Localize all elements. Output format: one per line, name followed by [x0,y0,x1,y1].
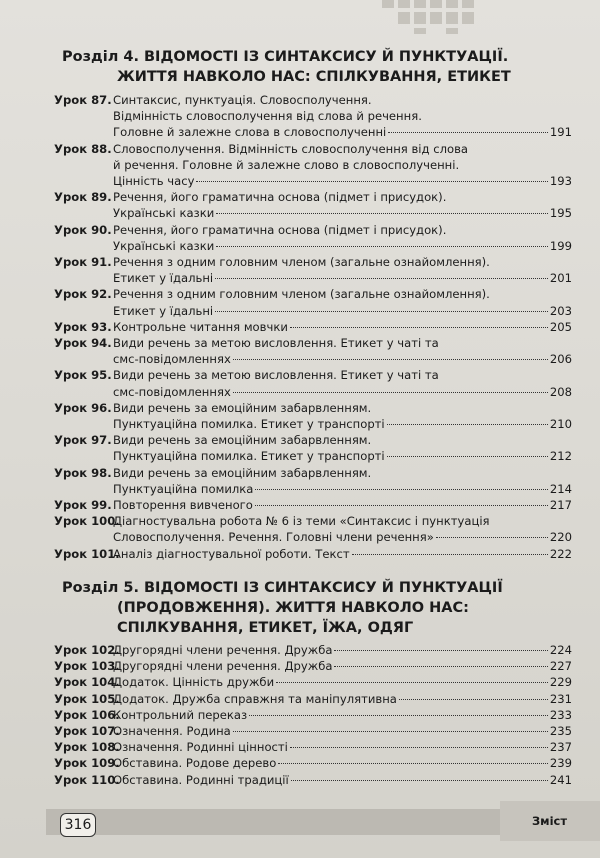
lesson-title-line: Відмінність словосполучення від слова й речення. [113,109,422,124]
lesson-title [113,723,572,739]
dot-leader [352,554,548,555]
lesson-title-line: Словосполучення. Відмінність словосполучення від слова [113,141,469,156]
lesson-page-number: 208 [549,384,572,399]
lesson-title-line: Речення з одним головним членом (загальне ознайомлення). [113,287,490,302]
dot-leader [290,747,548,748]
toc-entry[interactable] [54,497,572,513]
toc-entry[interactable] [54,707,572,723]
toc-entry[interactable] [54,141,572,190]
toc-entry[interactable] [54,658,572,674]
lesson-title-line [113,707,572,723]
lesson-title-text: Додаток. Дружба справжня та маніпулятивна [113,691,397,706]
lesson-title-line: й речення. Головне й залежне слово в словосполученні. [113,157,460,172]
dot-leader [255,489,547,490]
lesson-page-number: 217 [549,498,572,513]
lesson-title-line [113,642,572,658]
lesson-title [113,367,572,399]
toc-entry[interactable] [54,755,572,771]
section-5-title-line1: Розділ 5. ВІДОМОСТІ ІЗ СИНТАКСИСУ Й ПУНКТУАЦІЇ [62,580,503,596]
lesson-title [113,497,572,513]
lesson-title-text: Контрольне читання мовчки [113,319,288,334]
toc-entry[interactable] [54,189,572,221]
lesson-title-line [113,529,572,545]
lesson-title [113,141,572,190]
lesson-title [113,513,572,545]
lesson-title-line [113,270,572,286]
lesson-title-line [113,205,572,221]
lesson-title-line: Діагностувальна робота № 6 із теми «Синтаксис і пунктуація [113,514,490,529]
lesson-label: Урок 91. [54,255,112,270]
lesson-page-number: 210 [549,417,572,432]
lesson-title-text: Пунктуаційна помилка. Етикет у транспорті [113,417,385,432]
lesson-title-line [113,739,572,755]
dot-leader [249,715,548,716]
lesson-title [113,254,572,286]
toc-entry[interactable] [54,772,572,788]
dot-leader [216,246,548,247]
lesson-title-text: Повторення вивченого [113,498,253,513]
lesson-page-number: 191 [549,125,572,140]
lesson-title-text: смс-повідомленнях [113,352,231,367]
lesson-title-text: Пунктуаційна помилка. Етикет у транспорті [113,449,385,464]
toc-entry[interactable] [54,465,572,497]
lesson-title-line: Речення, його граматична основа (підмет і присудок). [113,190,447,205]
lesson-title [113,658,572,674]
lesson-label: Урок 97. [54,433,112,448]
lesson-label: Урок 108. [54,740,120,755]
dot-leader [255,505,548,506]
lesson-title-text: Аналіз діагностувальної роботи. Текст [113,546,350,561]
lesson-label: Урок 100. [54,514,120,529]
toc-entry[interactable] [54,739,572,755]
lesson-title [113,691,572,707]
lesson-label: Урок 104. [54,675,120,690]
lesson-page-number: 201 [549,271,572,286]
lesson-title-text: Словосполучення. Речення. Головні члени речення» [113,530,434,545]
lesson-title-line [113,658,572,674]
lesson-title [113,755,572,771]
lesson-page-number: 195 [549,206,572,221]
lesson-label: Урок 107. [54,724,120,739]
lesson-page-number: 237 [549,740,572,755]
lesson-title-line [113,238,572,254]
lesson-page-number: 229 [549,675,572,690]
dot-leader [388,132,548,133]
lesson-title [113,189,572,221]
lesson-title-line [113,303,572,319]
dot-leader [233,359,548,360]
toc-entry[interactable] [54,286,572,318]
lesson-title-text: Українські казки [113,206,215,221]
lesson-page-number: 231 [549,691,572,706]
lesson-label: Урок 103. [54,659,120,674]
toc-entry[interactable] [54,400,572,432]
lesson-title [113,286,572,318]
lesson-title-text: Обставина. Родинні традиції [113,772,289,787]
lesson-page-number: 235 [549,724,572,739]
section-5-lesson-list [54,642,572,788]
lesson-title-line: Види речень за метою висловлення. Етикет у чаті та [113,336,439,351]
toc-entry[interactable] [54,335,572,367]
toc-entry[interactable] [54,546,572,562]
lesson-page-number: 206 [549,352,572,367]
lesson-title-line: Види речень за емоційним забарвленням. [113,465,372,480]
lesson-label: Урок 110. [54,772,120,787]
lesson-title-line [113,772,572,788]
lesson-label: Урок 87. [54,93,112,107]
dot-leader [233,731,548,732]
lesson-title [113,400,572,432]
dot-leader [399,699,548,700]
lesson-label: Урок 90. [54,222,112,237]
lesson-title-line [113,546,572,562]
dot-leader [334,666,547,667]
dot-leader [436,537,548,538]
lesson-title-text: Додаток. Цінність дружби [113,675,275,690]
lesson-label: Урок 89. [54,190,112,205]
dot-leader [291,780,548,781]
lesson-title-line [113,497,572,513]
dot-leader [233,392,548,393]
dot-leader [387,424,548,425]
lesson-title-text: Означення. Родина [113,724,231,739]
lesson-page-number: 220 [549,530,572,545]
toc-entry[interactable] [54,432,572,464]
lesson-title-line: Види речень за емоційним забарвленням. [113,400,372,415]
toc-entry[interactable] [54,691,572,707]
lesson-title [113,92,572,141]
lesson-title-line [113,416,572,432]
lesson-title [113,674,572,690]
toc-entry[interactable] [54,319,572,335]
toc-entry[interactable] [54,222,572,254]
lesson-title-text: Українські казки [113,238,215,253]
dot-leader [215,311,548,312]
lesson-page-number: 199 [549,238,572,253]
lesson-page-number: 227 [549,659,572,674]
lesson-title [113,432,572,464]
lesson-title [113,707,572,723]
dot-leader [196,181,547,182]
dot-leader [387,456,548,457]
dot-leader [216,213,548,214]
lesson-title-text: Пунктуаційна помилка [113,481,254,496]
toc-entry[interactable] [54,513,572,545]
lesson-title-text: Обставина. Родове дерево [113,756,277,771]
lesson-title-line: Види речень за емоційним забарвленням. [113,433,372,448]
lesson-title-line [113,319,572,335]
lesson-label: Урок 93. [54,319,112,334]
lesson-title-line: Речення, його граматична основа (підмет і присудок). [113,222,447,237]
lesson-title-line [113,755,572,771]
lesson-title-line [113,173,572,189]
lesson-label: Урок 102. [54,643,120,657]
page-number: 316 [60,813,96,837]
lesson-title-line: Види речень за метою висловлення. Етикет у чаті та [113,368,439,383]
lesson-title-line: Синтаксис, пунктуація. Словосполучення. [113,93,372,107]
lesson-title-line [113,674,572,690]
lesson-page-number: 212 [549,449,572,464]
lesson-title-text: Цінність часу [113,174,195,189]
lesson-title [113,739,572,755]
dot-leader [215,278,548,279]
lesson-label: Урок 106. [54,707,120,722]
lesson-title-text: Другорядні члени речення. Дружба [113,659,333,674]
toc-entry[interactable] [54,642,572,658]
lesson-label: Урок 88. [54,141,112,156]
lesson-title [113,319,572,335]
section-5-title [62,578,560,638]
lesson-label: Урок 99. [54,498,112,513]
toc-entry[interactable] [54,723,572,739]
lesson-label: Урок 94. [54,336,112,351]
lesson-page-number: 214 [549,481,572,496]
lesson-label: Урок 98. [54,465,112,480]
lesson-title [113,546,572,562]
lesson-label: Урок 92. [54,287,112,302]
lesson-page-number: 203 [549,303,572,318]
lesson-title-text: Головне й залежне слова в словосполученні [113,125,387,140]
lesson-page-number: 224 [549,643,572,657]
lesson-title [113,642,572,658]
lesson-label: Урок 95. [54,368,112,383]
lesson-page-number: 241 [549,772,572,787]
section-4-title-line1: Розділ 4. ВІДОМОСТІ ІЗ СИНТАКСИСУ Й ПУНКТУАЦІЇ. [62,49,509,65]
section-5-title-line2: (ПРОДОВЖЕННЯ). ЖИТТЯ НАВКОЛО НАС: [117,600,469,616]
section-5-title-line3: СПІЛКУВАННЯ, ЕТИКЕТ, ЇЖА, ОДЯГ [117,620,414,636]
lesson-title-line: Речення з одним головним членом (загальне ознайомлення). [113,255,490,270]
lesson-title-line [113,448,572,464]
lesson-page-number: 205 [549,319,572,334]
lesson-title [113,772,572,788]
lesson-title [113,465,572,497]
lesson-title-line [113,351,572,367]
lesson-title-text: Етикет у їдальні [113,303,214,318]
lesson-title-line [113,384,572,400]
lesson-title-line [113,723,572,739]
dot-leader [290,327,548,328]
dot-leader [278,763,548,764]
lesson-title [113,335,572,367]
lesson-page-number: 233 [549,707,572,722]
lesson-title-text: Означення. Родинні цінності [113,740,288,755]
lesson-title-text: смс-повідомленнях [113,384,231,399]
lesson-title-text: Контрольний переказ [113,707,248,722]
section-4-lesson-list [54,92,572,562]
lesson-title-line [113,691,572,707]
lesson-page-number: 239 [549,756,572,771]
section-4-title [62,47,560,87]
dot-leader [334,650,547,651]
lesson-page-number: 193 [549,174,572,189]
lesson-label: Урок 101. [54,546,120,561]
toc-entry[interactable] [54,92,572,141]
lesson-label: Урок 96. [54,400,112,415]
toc-entry[interactable] [54,674,572,690]
lesson-title-line [113,481,572,497]
dot-leader [276,682,548,683]
toc-entry[interactable] [54,254,572,286]
lesson-title-text: Другорядні члени речення. Дружба [113,643,333,657]
lesson-title [113,222,572,254]
lesson-label: Урок 105. [54,691,120,706]
footer-section-label: Зміст [532,814,567,828]
lesson-page-number: 222 [549,546,572,561]
toc-entry[interactable] [54,367,572,399]
header-decoration [0,0,600,36]
lesson-label: Урок 109. [54,756,120,771]
lesson-title-text: Етикет у їдальні [113,271,214,286]
lesson-title-line [113,124,572,140]
section-4-title-line2: ЖИТТЯ НАВКОЛО НАС: СПІЛКУВАННЯ, ЕТИКЕТ [117,69,511,85]
